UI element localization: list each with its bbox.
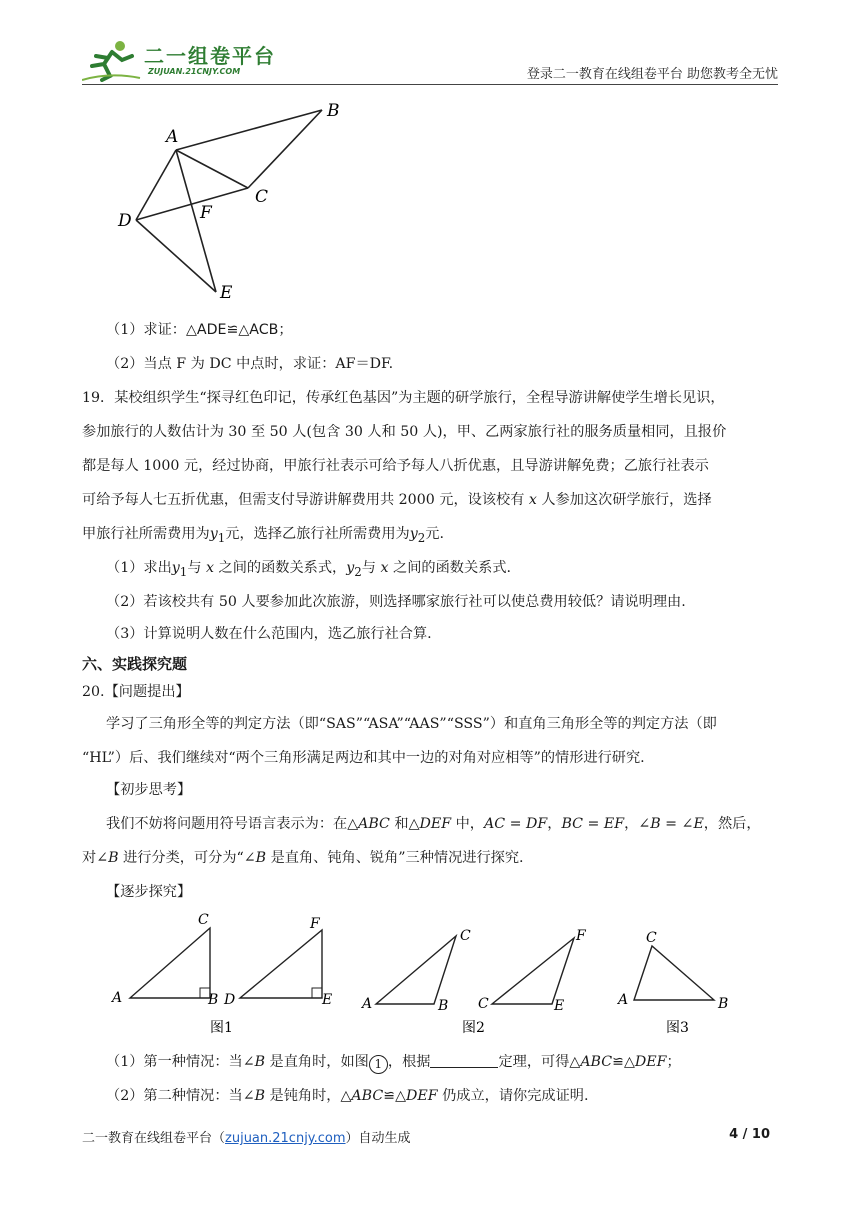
tri5-label-A: A [618, 992, 629, 1008]
q20-case1: （1）第一种情况：当∠B 是直角时，如图 1 ，根据 定理，可得△ABC≌△DEF； [106, 1052, 681, 1074]
tri3-label-B: B [438, 998, 449, 1014]
triangle-abc-obtuse [376, 936, 456, 1004]
q18-part2: （2）当点 F 为 DC 中点时，求证：AF＝DF. [106, 356, 394, 372]
label-B: B [327, 101, 340, 121]
header-slogan: 登录二一教育在线组卷平台 助您教考全无忧 [526, 67, 778, 82]
label-C: C [255, 187, 269, 207]
triangle-def-right [240, 930, 322, 998]
logo-title: 二一组卷平台 [144, 44, 276, 68]
section-heading: 六、实践探究题 [82, 655, 188, 673]
tri1-label-A: A [112, 990, 123, 1006]
q20-intro-line1: 学习了三角形全等的判定方法（即“SAS”“ASA”“AAS”“SSS”）和直角三角形全等的判定方法（即 [106, 716, 717, 732]
logo-subtitle: ZUJUAN.21CNJY.COM [148, 67, 241, 76]
q20-subheading-initial: 【初步思考】 [106, 782, 192, 798]
tri5-label-B: B [718, 996, 729, 1012]
q20-intro-line2: “HL”）后、我们继续对“两个三角形满足两边和其中一边的对角对应相等”的情形进行研究. [82, 750, 645, 766]
triangle-cef-obtuse [492, 938, 574, 1004]
tri2-label-F: F [310, 916, 320, 932]
tri2-label-D: D [224, 992, 236, 1008]
q19-sub1: （1）求出$y_1$与 x 之间的函数关系式，$y_2$与 x 之间的函数关系式. [106, 560, 512, 579]
footer-link[interactable]: zujuan.21cnjy.com [225, 1131, 346, 1146]
tri3-label-C: C [460, 928, 471, 944]
q20-text-line2: 对∠B 进行分类，可分为“∠B 是直角、钝角、锐角”三种情况进行探究. [82, 850, 524, 866]
figure-lines [136, 110, 322, 292]
q19-line1: 19．某校组织学生“探寻红色印记，传承红色基因”为主题的研学旅行，全程导游讲解使学生增长见识， [82, 390, 725, 406]
q19-sub2: （2）若该校共有 50 人要参加此次旅游，则选择哪家旅行社可以使总费用较低？请说明理由. [106, 594, 686, 610]
tri4-label-E: E [554, 998, 565, 1014]
header-divider [82, 84, 778, 85]
label-E: E [220, 283, 233, 303]
label-A: A [166, 127, 179, 147]
q19-line4: 可给予每人七五折优惠，但需支付导游讲解费用共 2000 元，设该校有 x 人参加这次研学旅行，选择 [82, 492, 712, 508]
site-logo[interactable] [82, 36, 282, 82]
runner-logo-icon [82, 36, 142, 82]
caption-fig1: 图1 [210, 1020, 233, 1036]
tri2-label-E: E [322, 992, 333, 1008]
q20-text-line1: 我们不妨将问题用符号语言表示为：在△ABC 和△DEF 中，AC = DF，BC = EF，∠B = ∠E，然后， [106, 816, 761, 832]
footer-source: 二一教育在线组卷平台（zujuan.21cnjy.com）自动生成 [82, 1131, 411, 1146]
q20-heading: 20.【问题提出】 [82, 684, 190, 700]
tri4-label-C: C [478, 996, 489, 1012]
q18-part1: （1）求证：△ADE≌△ACB； [106, 322, 293, 338]
tri5-label-C: C [646, 930, 657, 946]
triangle-figures [100, 908, 760, 1043]
q19-sub3: （3）计算说明人数在什么范围内，选乙旅行社合算. [106, 626, 432, 642]
caption-fig3: 图3 [666, 1020, 689, 1036]
label-F: F [200, 203, 212, 223]
triangle-abc-right [130, 928, 210, 998]
quadrilateral-figure [110, 96, 360, 306]
page-number: 4 / 10 [729, 1127, 770, 1142]
tri1-label-B: B [208, 992, 219, 1008]
q20-case2: （2）第二种情况：当∠B 是钝角时，△ABC≌△DEF 仍成立，请你完成证明. [106, 1088, 589, 1104]
circled-number: 1 [369, 1055, 388, 1074]
q19-line2: 参加旅行的人数估计为 30 至 50 人(包含 30 人和 50 人)，甲、乙两家旅行社的服务质量相同，且报价 [82, 424, 727, 440]
tri4-label-F: F [576, 928, 586, 944]
tri1-label-C: C [198, 912, 209, 928]
answer-blank[interactable] [430, 1053, 498, 1068]
tri3-label-A: A [362, 996, 373, 1012]
q19-line3: 都是每人 1000 元，经过协商，甲旅行社表示可给予每人八折优惠，且导游讲解免费；乙旅行社表示 [82, 458, 709, 474]
triangle-abc-acute [634, 946, 714, 1000]
q19-line5: 甲旅行社所需费用为$y_1$元，选择乙旅行社所需费用为$y_2$元. [82, 526, 444, 545]
label-D: D [118, 211, 132, 231]
caption-fig2: 图2 [462, 1020, 485, 1036]
q20-subheading-explore: 【逐步探究】 [106, 884, 192, 900]
